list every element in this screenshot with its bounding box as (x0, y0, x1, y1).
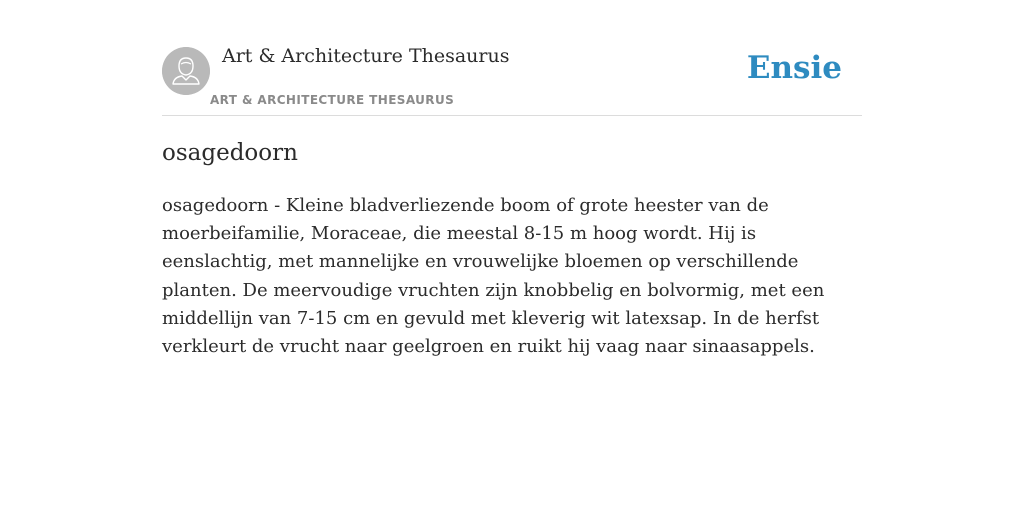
user-placeholder-icon (162, 47, 210, 95)
definition-text: osagedoorn - Kleine bladverliezende boom of grote heester van de moerbeifamilie, Moraceae, die meestal 8-15 m hoog wordt. Hij is eenslachtig, met mannelijke en vrouwelijke bloemen op verschillende planten. De meervoudige vruchten zijn knobbelig en bolvormig, met een middellijn van 7-15 cm en gevuld met kleverig wit latexsap. In de herfst verkleurt de vrucht naar geelgroen en ruikt hij vaag naar sinaasappels. (162, 195, 825, 358)
source-subtitle[interactable]: ART & ARCHITECTURE THESAURUS (210, 93, 455, 107)
page-title: osagedoorn (162, 140, 298, 166)
header (162, 0, 862, 116)
brand-logo[interactable]: Ensie (746, 50, 842, 86)
source-title[interactable]: Art & Architecture Thesaurus (222, 45, 510, 67)
avatar[interactable] (162, 47, 210, 95)
